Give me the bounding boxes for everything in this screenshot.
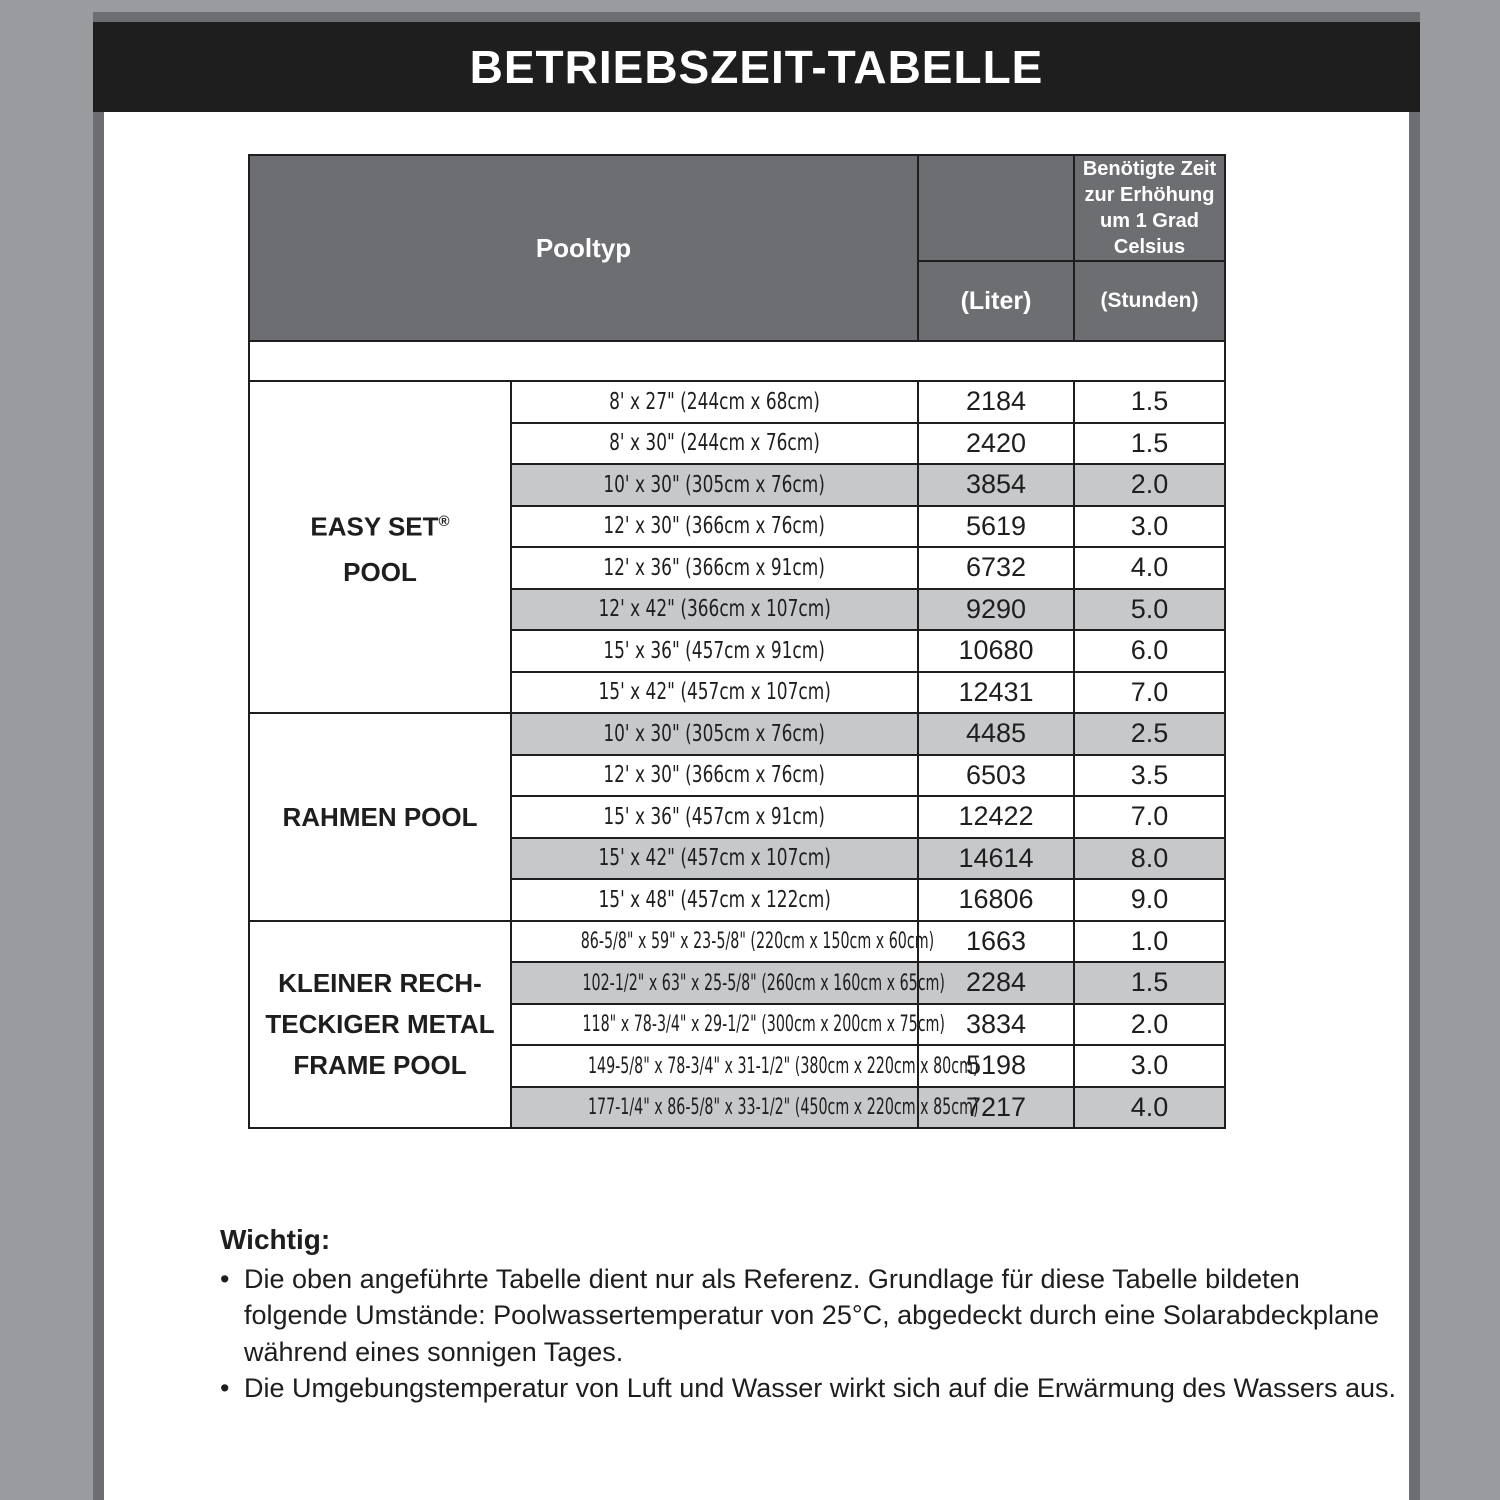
- pool-size-cell: [511, 962, 945, 1004]
- pool-group-label-line: [250, 499, 510, 550]
- bullet-icon: •: [220, 1263, 230, 1294]
- pool-size-text: 12' x 36" (366cm x 91cm): [603, 554, 826, 581]
- header-time: Benötigte Zeit zur Erhöhung um 1 Grad Celsius: [1074, 155, 1225, 261]
- volume-liters-cell: 7217: [918, 1087, 1074, 1129]
- heating-hours-cell: 2.0: [1074, 464, 1225, 506]
- heating-hours-cell: 2.0: [1074, 1004, 1225, 1046]
- pool-group-label-text: KLEINER RECH-: [278, 967, 482, 998]
- pool-size-text: 10' x 30" (305cm x 76cm): [603, 720, 826, 747]
- heating-hours-cell: 3.0: [1074, 1045, 1225, 1087]
- pool-size-cell: [511, 547, 918, 589]
- table-row: [249, 921, 1225, 963]
- heating-hours-cell: 3.0: [1074, 506, 1225, 548]
- heating-hours-cell: 3.5: [1074, 755, 1225, 797]
- note-text: Die oben angeführte Tabelle dient nur als Referenz. Grundlage für diese Tabelle bildeten folgende Umstände: Poolwassertemperatur von 25°C, abgedeckt durch eine Solarabdeckplane während eines sonnigen Tages.: [244, 1263, 1379, 1367]
- pool-size-text: 12' x 42" (366cm x 107cm): [598, 596, 831, 623]
- pool-size-cell: [511, 1004, 945, 1046]
- pool-size-cell: [511, 464, 918, 506]
- pool-group-label-line: [250, 549, 510, 595]
- pool-group-label-line: [250, 1004, 510, 1045]
- volume-liters-cell: 3854: [918, 464, 1074, 506]
- heating-hours-cell: 7.0: [1074, 796, 1225, 838]
- pool-group-label-text: TECKIGER METAL: [265, 1008, 495, 1039]
- pool-size-cell: [511, 796, 918, 838]
- registered-mark: ®: [438, 512, 450, 530]
- pool-group-label: [249, 921, 511, 1129]
- volume-liters-cell: 1663: [918, 921, 1074, 963]
- volume-liters-cell: 2284: [918, 962, 1074, 1004]
- heating-hours-cell: 4.0: [1074, 547, 1225, 589]
- volume-liters-cell: 4485: [918, 713, 1074, 755]
- volume-liters-cell: 9290: [918, 589, 1074, 631]
- pool-size-cell: [511, 381, 918, 423]
- volume-liters-cell: 2184: [918, 381, 1074, 423]
- heating-hours-cell: 6.0: [1074, 630, 1225, 672]
- spacer-row: [249, 341, 1225, 381]
- pool-size-cell: [511, 1045, 979, 1087]
- header-empty: [918, 155, 1074, 261]
- note-text: Die Umgebungstemperatur von Luft und Wasser wirkt sich auf die Erwärmung des Wassers aus.: [244, 1373, 1396, 1403]
- pool-group-label-line: [250, 963, 510, 1004]
- note-item: [220, 1370, 1400, 1407]
- pool-group-label-text: POOL: [343, 557, 417, 588]
- pool-size-cell: [511, 755, 918, 797]
- pool-size-cell: [511, 921, 935, 963]
- pool-size-cell: [511, 1087, 979, 1129]
- pool-size-text: 8' x 30" (244cm x 76cm): [609, 430, 820, 457]
- pool-size-text: 118" x 78-3/4" x 29-1/2" (300cm x 200cm x 75cm): [582, 1012, 945, 1038]
- heating-hours-cell: 5.0: [1074, 589, 1225, 631]
- heating-hours-cell: 1.5: [1074, 962, 1225, 1004]
- volume-liters-cell: 14614: [918, 838, 1074, 880]
- pool-size-text: 8' x 27" (244cm x 68cm): [609, 388, 820, 415]
- pool-size-text: 12' x 30" (366cm x 76cm): [603, 762, 826, 789]
- volume-liters-cell: 10680: [918, 630, 1074, 672]
- note-item: [220, 1261, 1400, 1371]
- pool-size-text: 102-1/2" x 63" x 25-5/8" (260cm x 160cm x 65cm): [582, 970, 945, 996]
- volume-liters-cell: 5198: [918, 1045, 1074, 1087]
- pool-group-label-text: FRAME POOL: [293, 1049, 467, 1080]
- notes-section: [220, 1222, 1400, 1407]
- pool-size-text: 15' x 48" (457cm x 122cm): [598, 886, 831, 913]
- pool-size-text: 15' x 42" (457cm x 107cm): [598, 679, 831, 706]
- pool-group-label: [249, 713, 511, 921]
- table-body: [249, 155, 1225, 1128]
- volume-liters-cell: 12431: [918, 672, 1074, 714]
- pool-size-text: 86-5/8" x 59" x 23-5/8" (220cm x 150cm x 60cm): [580, 929, 935, 955]
- pool-group-label-text: RAHMEN POOL: [282, 801, 478, 832]
- pool-size-cell: [511, 423, 918, 465]
- heating-hours-cell: 9.0: [1074, 879, 1225, 921]
- pool-size-cell: [511, 879, 918, 921]
- header-unit-hours: (Stunden): [1074, 261, 1225, 341]
- pool-group-label: [249, 381, 511, 713]
- pool-size-cell: [511, 838, 918, 880]
- header-unit-liter: (Liter): [918, 261, 1074, 341]
- heating-hours-cell: 1.0: [1074, 921, 1225, 963]
- pool-size-text: 15' x 36" (457cm x 91cm): [603, 803, 826, 830]
- document-page: [93, 12, 1420, 1500]
- pool-size-cell: [511, 672, 918, 714]
- pool-size-text: 15' x 36" (457cm x 91cm): [603, 637, 826, 664]
- heating-hours-cell: 1.5: [1074, 381, 1225, 423]
- bullet-icon: •: [220, 1373, 230, 1403]
- pool-group-label-line: [250, 794, 510, 840]
- pool-size-cell: [511, 630, 918, 672]
- page-content: [104, 112, 1409, 1500]
- pool-size-text: 10' x 30" (305cm x 76cm): [603, 471, 826, 498]
- spacer-cell: [249, 341, 1225, 381]
- header-row: [249, 155, 1225, 261]
- volume-liters-cell: 12422: [918, 796, 1074, 838]
- runtime-table: [248, 154, 1226, 1129]
- pool-group-label-line: [250, 1045, 510, 1086]
- heating-hours-cell: 7.0: [1074, 672, 1225, 714]
- pool-size-text: 12' x 30" (366cm x 76cm): [603, 513, 826, 540]
- table-row: [249, 381, 1225, 423]
- pool-size-text: 149-5/8" x 78-3/4" x 31-1/2" (380cm x 220cm x 80cm): [587, 1053, 979, 1079]
- heating-hours-cell: 8.0: [1074, 838, 1225, 880]
- volume-liters-cell: 5619: [918, 506, 1074, 548]
- volume-liters-cell: 16806: [918, 879, 1074, 921]
- heating-hours-cell: 1.5: [1074, 423, 1225, 465]
- pool-size-text: 177-1/4" x 86-5/8" x 33-1/2" (450cm x 220cm x 85cm): [587, 1095, 979, 1121]
- volume-liters-cell: 2420: [918, 423, 1074, 465]
- heating-hours-cell: 4.0: [1074, 1087, 1225, 1129]
- volume-liters-cell: 6503: [918, 755, 1074, 797]
- pool-group-label-text: EASY SET: [310, 511, 439, 542]
- page-title: BETRIEBSZEIT-TABELLE: [93, 22, 1420, 112]
- pool-size-cell: [511, 589, 918, 631]
- volume-liters-cell: 3834: [918, 1004, 1074, 1046]
- pool-size-cell: [511, 506, 918, 548]
- pool-size-cell: [511, 713, 918, 755]
- volume-liters-cell: 6732: [918, 547, 1074, 589]
- notes-heading: Wichtig:: [220, 1224, 331, 1255]
- table-row: [249, 713, 1225, 755]
- pool-size-text: 15' x 42" (457cm x 107cm): [598, 845, 831, 872]
- header-pooltyp: Pooltyp: [249, 155, 918, 341]
- heating-hours-cell: 2.5: [1074, 713, 1225, 755]
